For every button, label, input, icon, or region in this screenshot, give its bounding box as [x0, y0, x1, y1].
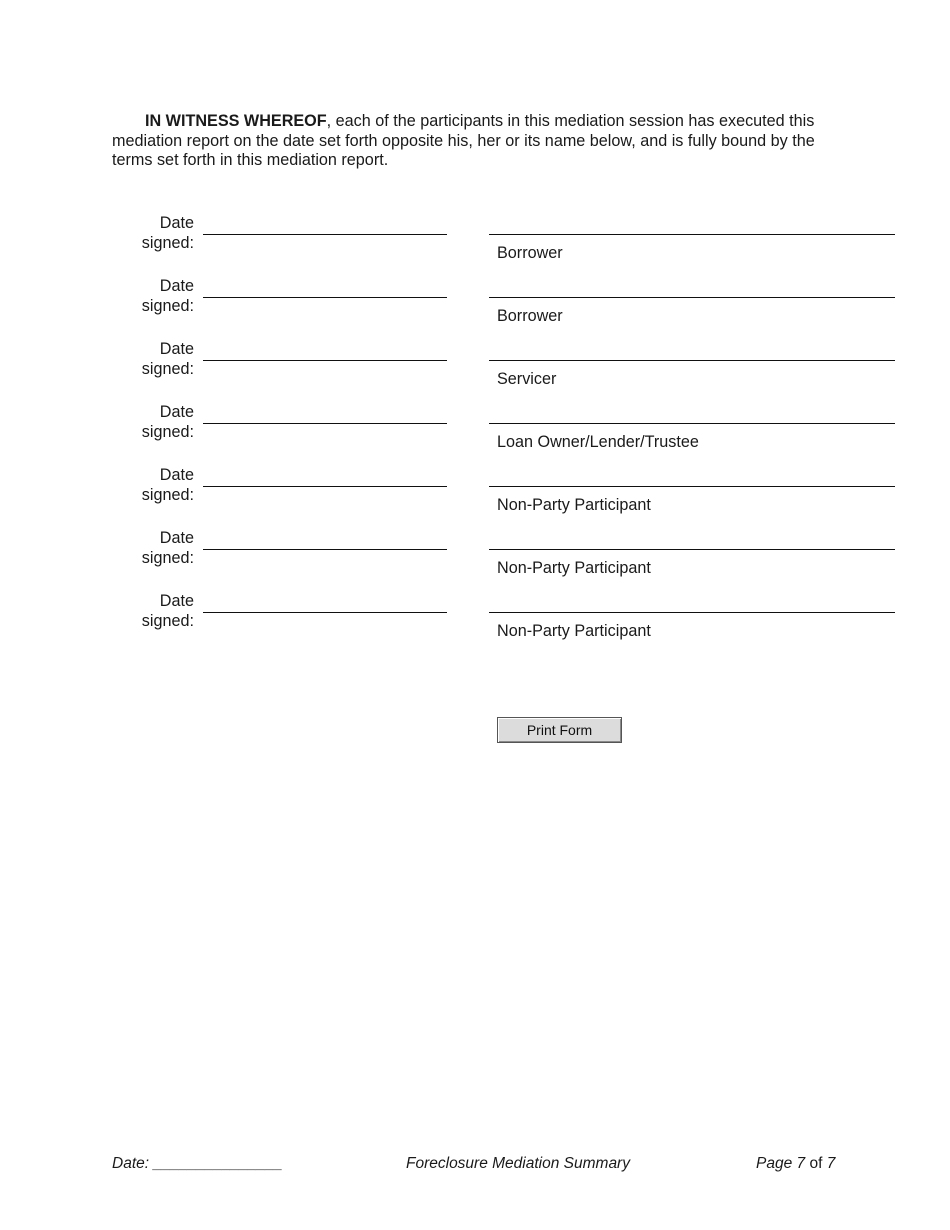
role-label: Loan Owner/Lender/Trustee [497, 433, 699, 451]
role-label: Non-Party Participant [497, 559, 651, 577]
date-signed-field[interactable] [203, 486, 447, 487]
date-signed-field[interactable] [203, 297, 447, 298]
signature-row [0, 466, 950, 526]
signature-field[interactable] [489, 360, 895, 361]
date-signed-label: Date signed: [141, 403, 194, 441]
signature-field[interactable] [489, 423, 895, 424]
date-signed-label: Date signed: [141, 340, 194, 378]
date-signed-field[interactable] [203, 549, 447, 550]
signature-field[interactable] [489, 486, 895, 487]
role-label: Non-Party Participant [497, 496, 651, 514]
signature-row [0, 529, 950, 589]
signature-row [0, 277, 950, 337]
date-signed-label: Date signed: [141, 592, 194, 630]
date-signed-field[interactable] [203, 234, 447, 235]
footer-page-number: Page 7 of 7 [756, 1155, 836, 1172]
signature-row [0, 403, 950, 463]
print-form-button[interactable]: Print Form [497, 717, 622, 743]
witness-paragraph [112, 112, 852, 171]
signature-field[interactable] [489, 297, 895, 298]
date-signed-field[interactable] [203, 612, 447, 613]
signature-row [0, 592, 950, 652]
signature-field[interactable] [489, 234, 895, 235]
date-signed-label: Date signed: [141, 277, 194, 315]
witness-bold-lead: IN WITNESS WHEREOF [145, 112, 327, 130]
signature-field[interactable] [489, 612, 895, 613]
date-signed-field[interactable] [203, 423, 447, 424]
signature-row [0, 340, 950, 400]
witness-text: , each of the participants in this mediation session has executed this mediation report on the date set forth opposite his, her or its name below, and is fully bound by the terms set forth in this mediation report. [112, 112, 815, 169]
role-label: Non-Party Participant [497, 622, 651, 640]
date-signed-label: Date signed: [141, 529, 194, 567]
date-signed-label: Date signed: [141, 466, 194, 504]
role-label: Borrower [497, 244, 563, 262]
footer-date: Date: _______________ [112, 1155, 283, 1172]
footer-title: Foreclosure Mediation Summary [406, 1155, 630, 1172]
signature-field[interactable] [489, 549, 895, 550]
role-label: Borrower [497, 307, 563, 325]
signature-row [0, 214, 950, 274]
role-label: Servicer [497, 370, 557, 388]
date-signed-label: Date signed: [141, 214, 194, 252]
date-signed-field[interactable] [203, 360, 447, 361]
